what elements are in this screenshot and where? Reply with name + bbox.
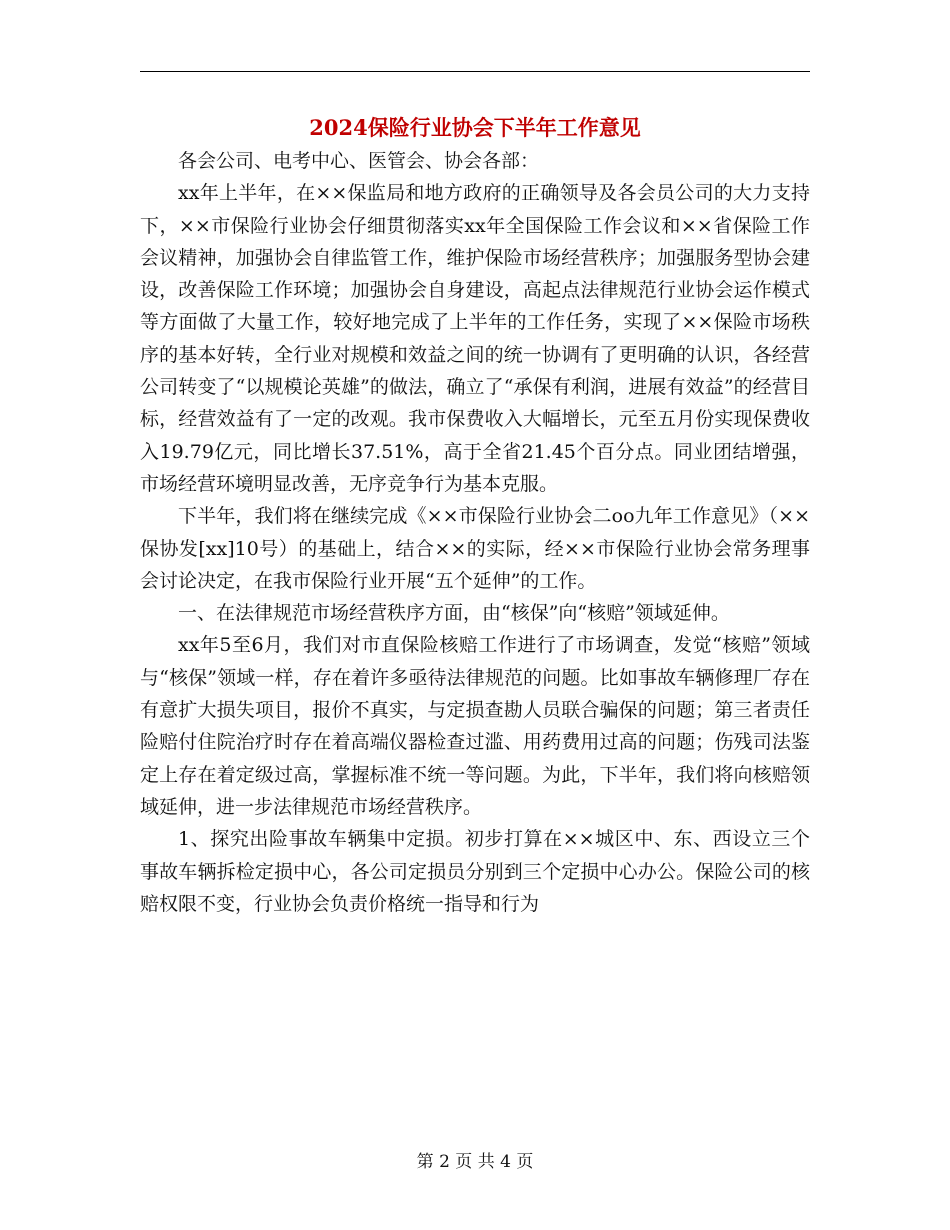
body-paragraph: xx年上半年，在××保监局和地方政府的正确领导及各会员公司的大力支持下，××市保险行业协会仔细贯彻落实xx年全国保险工作会议和××省保险工作会议精神，加强协会自律监管工作，维护保险市场经营秩序；加强服务型协会建设，改善保险工作环境；加强协会自身建设，高起点法律规范行业协会运作模式等方面做了大量工作，较好地完成了上半年的工作任务，实现了××保险市场秩序的基本好转，全行业对规模和效益之间的统一协调有了更明确的认识，各经营公司转变了“以规模论英雄”的做法，确立了“承保有利润，进展有效益”的经营目标，经营效益有了一定的改观。我市保费收入大幅增长，元至五月份实现保费收入19.79亿元，同比增长37.51%，高于全省21.45个百分点。同业团结增强，市场经营环境明显改善，无序竞争行为基本克服。 [140, 182, 810, 495]
section-heading: 一、在法律规范市场经营秩序方面，由“核保”向“核赔”领域延伸。 [178, 602, 730, 625]
body-paragraph: 1、探究出险事故车辆集中定损。初步打算在××城区中、东、西设立三个事故车辆拆检定损中心，各公司定损员分别到三个定损中心办公。保险公司的核赔权限不变，行业协会负责价格统一指导和行为 [140, 828, 810, 915]
body-paragraph: xx年5至6月，我们对市直保险核赔工作进行了市场调查，发觉“核赔”领域与“核保”领域一样，存在着许多亟待法律规范的问题。比如事故车辆修理厂存在有意扩大损失项目，报价不真实，与定损查勘人员联合骗保的问题；第三者责任险赔付住院治疗时存在着高端仪器检查过滥、用药费用过高的问题；伤残司法鉴定上存在着定级过高，掌握标准不统一等问题。为此，下半年，我们将向核赔领域延伸，进一步法律规范市场经营秩序。 [140, 634, 810, 818]
body-paragraph: 下半年，我们将在继续完成《××市保险行业协会二oo九年工作意见》（××保协发[xx]10号）的基础上，结合××的实际，经××市保险行业协会常务理事会讨论决定，在我市保险行业开展“五个延伸”的工作。 [140, 505, 810, 592]
document-title: 2024保险行业协会下半年工作意见 [309, 115, 641, 140]
page-number-footer: 第 2 页 共 4 页 [416, 1152, 534, 1172]
salutation-paragraph: 各会公司、电考中心、医管会、协会各部： [178, 150, 540, 172]
header-rule [140, 71, 810, 72]
document-body [140, 145, 810, 920]
